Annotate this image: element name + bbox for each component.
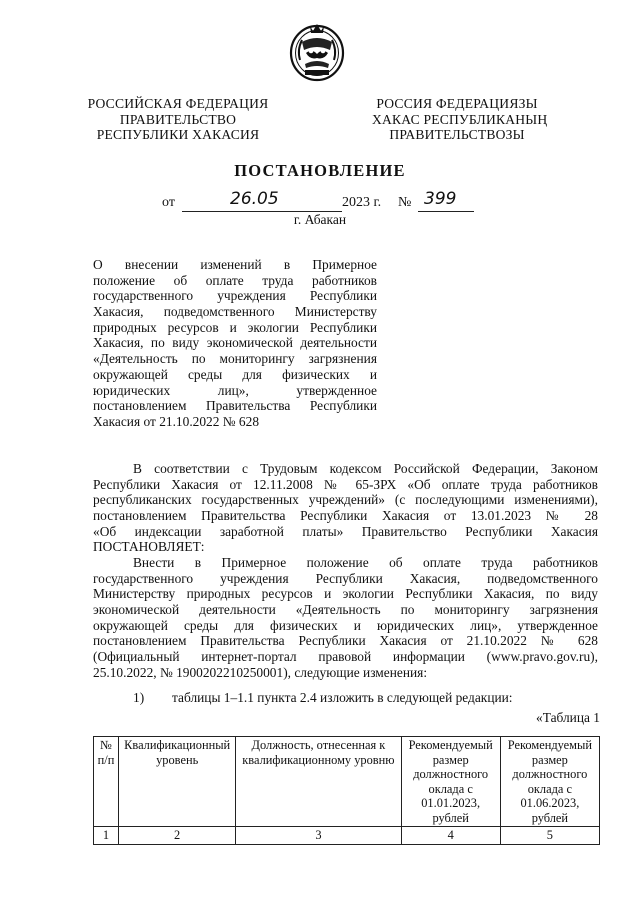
paragraph-line: ПОСТАНОВЛЯЕТ:: [93, 539, 205, 555]
header-left-line: РОССИЙСКАЯ ФЕДЕРАЦИЯ: [87, 96, 269, 111]
subject-line: О внесении изменений в Примерное: [93, 257, 377, 272]
paragraph-line: В соответствии с Трудовым кодексом Российской Федерации, Законом: [133, 461, 598, 476]
header-right: [372, 96, 548, 143]
subject-line: Хакасия, подведомственного Министерству: [93, 304, 377, 320]
table-cell: 2: [119, 827, 236, 845]
number-handwritten: 399: [424, 189, 457, 209]
item-text: таблицы 1–1.1 пункта 2.4 изложить в следующей редакции:: [172, 690, 513, 705]
subject-line: Хакасия, по виду экономической деятельности: [93, 335, 377, 351]
table-caption: «Таблица 1: [536, 710, 600, 725]
subject-line: положение об оплате труда работников: [93, 272, 377, 288]
salary-table: [93, 736, 600, 845]
date-year: 2023 г.: [342, 195, 382, 210]
header-left-line: ПРАВИТЕЛЬСТВО: [119, 111, 237, 127]
subject-line: окружающей среды для физических и: [93, 366, 377, 382]
header-left-line: РЕСПУБЛИКИ ХАКАСИЯ: [96, 127, 260, 142]
city-name: г. Абакан: [293, 212, 347, 227]
coat-of-arms-emblem: [288, 20, 346, 82]
paragraph-preamble: [93, 461, 598, 555]
table-header-cell: Должность, отнесенная к квалификационному уровню: [236, 737, 401, 827]
document-title: ПОСТАНОВЛЕНИЕ: [234, 161, 406, 180]
paragraph-line: государственного учреждения Республики Хакасия, подведомственного: [93, 570, 598, 586]
header-left: [78, 96, 278, 143]
paragraph-line: Республики Хакасия от 12.11.2008 № 65-ЗРХ «Об оплате труда работников: [93, 476, 598, 492]
paragraph-resolution: [93, 555, 598, 681]
table-header-row: [94, 737, 600, 827]
table-header-cell: Квалификационный уровень: [119, 737, 236, 827]
header-right-line: РОССИЯ ФЕДЕРАЦИЯЗЫ: [376, 96, 538, 111]
table-header-cell: Рекомендуемый размер должностного оклада с 01.01.2023, рублей: [401, 737, 500, 827]
header-right-line: ПРАВИТЕЛЬСТВОЗЫ: [389, 127, 525, 142]
paragraph-line: Министерству природных ресурсов и экологии Республики Хакасия, по виду: [93, 586, 598, 602]
paragraph-line: постановлением Правительства Республики Хакасия от 13.01.2023 № 28: [93, 508, 598, 524]
table-cell: 5: [500, 827, 599, 845]
paragraph-line: «Об индексации заработной платы» Правительство Республики Хакасия: [93, 523, 598, 539]
subject-line: юридических лиц», утвержденное: [93, 382, 377, 398]
subject-line: постановлением Правительства Республики: [93, 398, 377, 414]
item-number: 1): [133, 690, 145, 705]
subject-line: государственного учреждения Республики: [93, 288, 377, 304]
date-prefix: от: [162, 195, 175, 210]
paragraph-line: экономической деятельности «Деятельность по мониторингу загрязнения: [93, 602, 598, 618]
number-sign: №: [398, 195, 412, 210]
subject-line: природных ресурсов и экологии Республики: [93, 319, 377, 335]
date-handwritten: 26.05: [230, 189, 279, 209]
table-cell: 1: [94, 827, 119, 845]
table-row: [94, 827, 600, 845]
header-right-line: ХАКАС РЕСПУБЛИКАНЫҢ: [372, 111, 548, 127]
paragraph-line: республиканских государственных учреждений» (с последующими изменениями),: [93, 492, 598, 508]
paragraph-line: (Официальный интернет-портал правовой информации (www.pravo.gov.ru),: [93, 649, 598, 665]
paragraph-line: постановлением Правительства Республики Хакасия от 21.10.2022 № 628: [93, 633, 598, 649]
subject-line: Хакасия от 21.10.2022 № 628: [93, 413, 260, 429]
table-cell: 4: [401, 827, 500, 845]
paragraph-line: Внести в Примерное положение об оплате труда работников: [133, 555, 598, 570]
subject-line: «Деятельность по мониторингу загрязнения: [93, 351, 377, 367]
paragraph-line: 25.10.2022, № 1900202210250001), следующие изменения:: [93, 664, 428, 680]
table-header-cell: Рекомендуемый размер должностного оклада с 01.06.2023, рублей: [500, 737, 599, 827]
table-header-cell: № п/п: [94, 737, 119, 827]
paragraph-line: окружающей среды для физических и юридических лиц», утвержденное: [93, 617, 598, 633]
table-cell: 3: [236, 827, 401, 845]
subject-block: [93, 257, 377, 430]
